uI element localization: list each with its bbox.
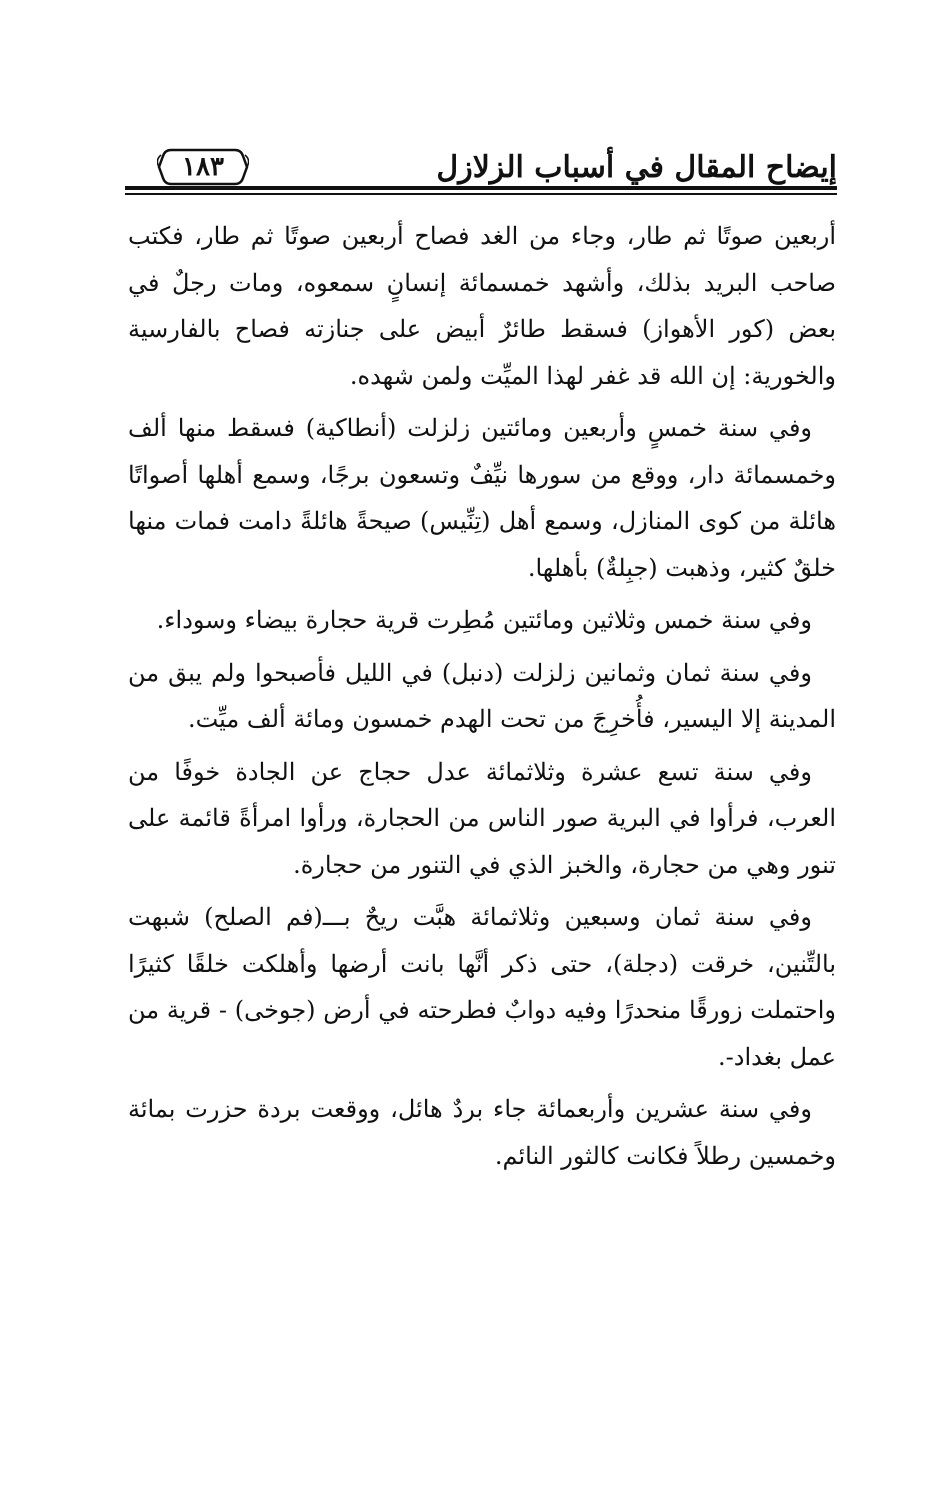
running-title: إيضاح المقال في أسباب الزلازل xyxy=(436,150,837,185)
page-number: ١٨٣ xyxy=(182,152,224,182)
paragraph: وفي سنة ثمان وسبعين وثلاثمائة هبَّت ريحٌ بـــ(فم الصلح) شبهت بالتِّنين، خرقت (دجلة)، حتى ذكر أنَّها بانت أرضها وأهلكت خلقًا كثيرًا واحتملت زورقًا منحدرًا وفيه دوابٌ فطرحته في أرض (جوخى) - قرية من عمل بغداد-. xyxy=(128,903,836,1071)
running-header xyxy=(125,118,837,198)
body-text xyxy=(128,213,836,1185)
paragraph: وفي سنة ثمان وثمانين زلزلت (دنبل) في الليل فأصبحوا ولم يبق من المدينة إلا اليسير، فأُخرِجَ من تحت الهدم خمسون ومائة ألف ميِّت. xyxy=(128,658,836,733)
paragraph: أربعين صوتًا ثم طار، وجاء من الغد فصاح أربعين صوتًا ثم طار، فكتب صاحب البريد بذلك، وأشهد خمسمائة إنسانٍ سمعوه، ومات رجلٌ في بعض (كور الأهواز) فسقط طائرٌ أبيض على جنازته فصاح بالفارسية والخورية: إن الله قد غفر لهذا الميِّت ولمن شهده. xyxy=(128,222,836,390)
paragraph: وفي سنة خمسٍ وأربعين ومائتين زلزلت (أنطاكية) فسقط منها ألف وخمسمائة دار، ووقع من سورها نيِّفٌ وتسعون برجًا، وسمع أهلها أصواتًا هائلة من كوى المنازل، وسمع أهل (تِنِّيس) صيحةً هائلةً دامت فمات منها خلقٌ كثير، وذهبت (جبِلةٌ) بأهلها. xyxy=(128,414,836,582)
header-rule-thin xyxy=(125,193,837,195)
paragraph: وفي سنة خمس وثلاثين ومائتين مُطِرت قرية حجارة بيضاء وسوداء. xyxy=(156,606,812,634)
paragraph: وفي سنة تسع عشرة وثلاثمائة عدل حجاج عن الجادة خوفًا من العرب، فرأوا في البرية صور الناس من الحجارة، ورأوا امرأةً قائمة على تنور وهي من حجارة، والخبز الذي في التنور من حجارة. xyxy=(128,757,836,879)
header-rule-thick xyxy=(125,186,837,190)
paragraph: وفي سنة عشرين وأربعمائة جاء بردٌ هائل، ووقعت بردة حزرت بمائة وخمسين رطلاً فكانت كالثور النائم. xyxy=(128,1095,836,1170)
page-number-frame xyxy=(157,146,249,188)
